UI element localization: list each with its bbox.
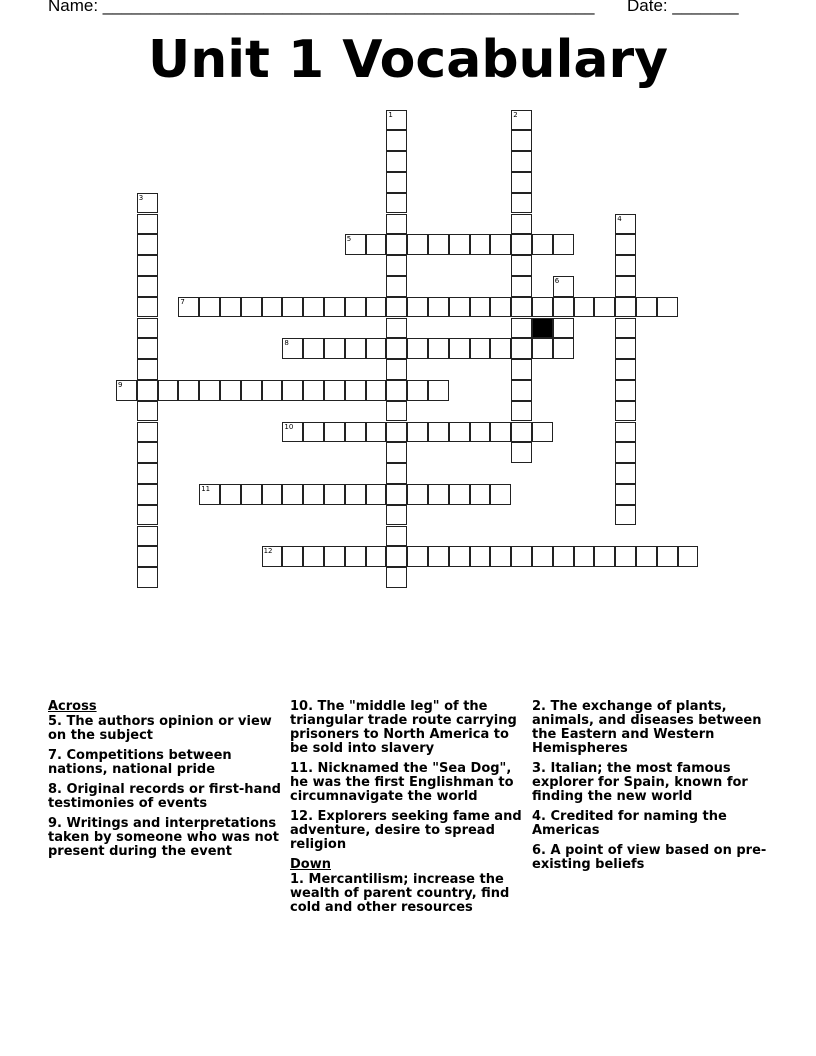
grid-cell[interactable]: [324, 546, 345, 567]
grid-cell[interactable]: [615, 442, 636, 463]
grid-cell[interactable]: [574, 297, 595, 318]
grid-cell[interactable]: [428, 484, 449, 505]
grid-cell[interactable]: [615, 255, 636, 276]
grid-cell[interactable]: [345, 546, 366, 567]
clue-across-12: 12. Explorers seeking fame and adventure, desire to spread religion: [290, 809, 522, 852]
grid-cell[interactable]: [615, 484, 636, 505]
clue-number: 6: [554, 276, 560, 285]
grid-cell[interactable]: [282, 338, 303, 359]
grid-cell[interactable]: [137, 484, 158, 505]
clue-number: 8: [284, 339, 289, 348]
grid-cell[interactable]: [220, 380, 241, 401]
grid-cell[interactable]: [137, 234, 158, 255]
grid-cell[interactable]: [386, 318, 407, 339]
grid-cell[interactable]: [386, 442, 407, 463]
clues-column-2: [290, 700, 530, 921]
grid-cell[interactable]: [511, 380, 532, 401]
grid-cell[interactable]: [553, 546, 574, 567]
grid-cell[interactable]: [678, 546, 699, 567]
grid-cell[interactable]: [137, 359, 158, 380]
grid-cell[interactable]: [137, 214, 158, 235]
grid-cell[interactable]: [386, 255, 407, 276]
clue-number: 9: [118, 380, 123, 389]
grid-cell[interactable]: [386, 546, 407, 567]
clue-number: 1: [388, 110, 393, 119]
grid-cell[interactable]: [615, 214, 636, 235]
grid-cell[interactable]: [282, 380, 303, 401]
grid-cell[interactable]: [345, 338, 366, 359]
grid-cell[interactable]: [615, 505, 636, 526]
grid-cell[interactable]: [137, 567, 158, 588]
date-field[interactable]: Date: _______: [627, 0, 739, 15]
grid-cell[interactable]: [282, 297, 303, 318]
grid-cell[interactable]: [553, 318, 574, 339]
grid-cell[interactable]: [511, 234, 532, 255]
grid-cell[interactable]: [511, 401, 532, 422]
grid-cell[interactable]: [178, 380, 199, 401]
grid-cell[interactable]: [386, 297, 407, 318]
grid-cell[interactable]: [532, 297, 553, 318]
grid-cell[interactable]: [303, 338, 324, 359]
grid-cell[interactable]: [490, 338, 511, 359]
grid-cell[interactable]: [137, 193, 158, 214]
clue-down-6: 6. A point of view based on pre-existing beliefs: [532, 843, 767, 872]
grid-cell[interactable]: [553, 234, 574, 255]
grid-cell[interactable]: [137, 422, 158, 443]
grid-cell[interactable]: [407, 297, 428, 318]
grid-cell[interactable]: [178, 297, 199, 318]
grid-cell[interactable]: [262, 484, 283, 505]
grid-cell[interactable]: [532, 422, 553, 443]
grid-cell[interactable]: [615, 422, 636, 443]
grid-cell[interactable]: [449, 338, 470, 359]
grid-cell[interactable]: [386, 193, 407, 214]
grid-cell[interactable]: [262, 297, 283, 318]
grid-cell[interactable]: [324, 484, 345, 505]
grid-cell[interactable]: [241, 297, 262, 318]
across-heading: Across: [48, 699, 97, 714]
clue-number: 11: [201, 484, 211, 493]
grid-cell[interactable]: [366, 338, 387, 359]
black-cell: [532, 318, 553, 339]
grid-cell[interactable]: [386, 380, 407, 401]
grid-cell[interactable]: [511, 318, 532, 339]
grid-cell[interactable]: [615, 276, 636, 297]
grid-cell[interactable]: [594, 546, 615, 567]
clue-down-2: 2. The exchange of plants, animals, and diseases between the Eastern and Western Hemispheres: [532, 699, 762, 756]
grid-cell[interactable]: [137, 442, 158, 463]
grid-cell[interactable]: [636, 297, 657, 318]
page-title: Unit 1 Vocabulary: [147, 30, 669, 90]
grid-cell[interactable]: [366, 380, 387, 401]
header-line: [48, 0, 739, 16]
grid-cell[interactable]: [366, 546, 387, 567]
grid-cell[interactable]: [366, 234, 387, 255]
clue-down-3: 3. Italian; the most famous explorer for Spain, known for finding the new world: [532, 761, 748, 804]
grid-cell[interactable]: [303, 546, 324, 567]
grid-cell[interactable]: [324, 422, 345, 443]
grid-cell[interactable]: [345, 380, 366, 401]
grid-cell[interactable]: [262, 380, 283, 401]
down-heading: Down: [290, 857, 331, 872]
grid-cell[interactable]: [386, 526, 407, 547]
grid-cell[interactable]: [511, 110, 532, 131]
grid-cell[interactable]: [657, 546, 678, 567]
grid-cell[interactable]: [137, 505, 158, 526]
grid-cell[interactable]: [511, 276, 532, 297]
clue-number: 2: [513, 110, 518, 119]
grid-cell[interactable]: [366, 422, 387, 443]
grid-cell[interactable]: [386, 172, 407, 193]
grid-cell[interactable]: [532, 234, 553, 255]
grid-cell[interactable]: [470, 338, 491, 359]
grid-cell[interactable]: [199, 484, 220, 505]
clue-number: 10: [284, 422, 294, 431]
grid-cell[interactable]: [137, 338, 158, 359]
grid-cell[interactable]: [324, 338, 345, 359]
grid-cell[interactable]: [553, 276, 574, 297]
grid-cell[interactable]: [386, 359, 407, 380]
grid-cell[interactable]: [366, 484, 387, 505]
grid-cell[interactable]: [345, 422, 366, 443]
clue-down-4: 4. Credited for naming the Americas: [532, 809, 727, 838]
grid-cell[interactable]: [241, 484, 262, 505]
grid-cell[interactable]: [553, 297, 574, 318]
clues-column-3: [532, 700, 772, 878]
grid-cell[interactable]: [386, 463, 407, 484]
grid-cell[interactable]: [386, 505, 407, 526]
grid-cell[interactable]: [137, 401, 158, 422]
clue-across-5: 5. The authors opinion or view on the subject: [48, 714, 272, 743]
grid-cell[interactable]: [262, 546, 283, 567]
grid-cell[interactable]: [386, 567, 407, 588]
clue-number: 5: [346, 235, 352, 244]
grid-cell[interactable]: [449, 546, 470, 567]
grid-cell[interactable]: [470, 234, 491, 255]
grid-cell[interactable]: [386, 401, 407, 422]
grid-cell[interactable]: [574, 546, 595, 567]
grid-cell[interactable]: [511, 172, 532, 193]
grid-cell[interactable]: [137, 318, 158, 339]
grid-cell[interactable]: [553, 338, 574, 359]
grid-cell[interactable]: [137, 526, 158, 547]
grid-cell[interactable]: [220, 484, 241, 505]
grid-cell[interactable]: [428, 338, 449, 359]
grid-cell[interactable]: [199, 297, 220, 318]
grid-cell[interactable]: [324, 380, 345, 401]
clue-number: 7: [180, 297, 185, 306]
grid-cell[interactable]: [116, 380, 137, 401]
clue-down-1: 1. Mercantilism; increase the wealth of parent country, find cold and other resources: [290, 872, 510, 915]
grid-cell[interactable]: [511, 255, 532, 276]
grid-cell[interactable]: [615, 234, 636, 255]
grid-cell[interactable]: [199, 380, 220, 401]
grid-cell[interactable]: [428, 422, 449, 443]
grid-cell[interactable]: [615, 359, 636, 380]
grid-cell[interactable]: [615, 401, 636, 422]
grid-cell[interactable]: [345, 484, 366, 505]
grid-cell[interactable]: [386, 276, 407, 297]
grid-cell[interactable]: [511, 193, 532, 214]
grid-cell[interactable]: [386, 214, 407, 235]
grid-cell[interactable]: [449, 297, 470, 318]
grid-cell[interactable]: [428, 546, 449, 567]
grid-cell[interactable]: [615, 338, 636, 359]
grid-cell[interactable]: [428, 234, 449, 255]
grid-cell[interactable]: [615, 546, 636, 567]
clue-number: 4: [617, 214, 622, 223]
grid-cell[interactable]: [407, 234, 428, 255]
grid-cell[interactable]: [511, 442, 532, 463]
name-field[interactable]: Name: ____________________________________________________: [48, 0, 595, 15]
grid-cell[interactable]: [282, 422, 303, 443]
grid-cell[interactable]: [490, 297, 511, 318]
grid-cell[interactable]: [428, 297, 449, 318]
grid-cell[interactable]: [615, 318, 636, 339]
grid-cell[interactable]: [303, 422, 324, 443]
grid-cell[interactable]: [428, 380, 449, 401]
grid-cell[interactable]: [490, 546, 511, 567]
clue-number: 12: [263, 547, 273, 556]
grid-cell[interactable]: [220, 297, 241, 318]
clue-across-7: 7. Competitions between nations, national pride: [48, 748, 232, 777]
grid-cell[interactable]: [407, 338, 428, 359]
grid-cell[interactable]: [386, 484, 407, 505]
grid-cell[interactable]: [470, 422, 491, 443]
grid-cell[interactable]: [137, 546, 158, 567]
grid-cell[interactable]: [511, 359, 532, 380]
grid-cell[interactable]: [282, 484, 303, 505]
grid-cell[interactable]: [345, 297, 366, 318]
grid-cell[interactable]: [511, 338, 532, 359]
grid-cell[interactable]: [657, 297, 678, 318]
grid-cell[interactable]: [532, 546, 553, 567]
grid-cell[interactable]: [490, 234, 511, 255]
grid-cell[interactable]: [470, 297, 491, 318]
grid-cell[interactable]: [511, 422, 532, 443]
grid-cell[interactable]: [137, 276, 158, 297]
grid-cell[interactable]: [532, 338, 553, 359]
grid-cell[interactable]: [241, 380, 262, 401]
clues-column-1: [48, 700, 283, 865]
grid-cell[interactable]: [407, 546, 428, 567]
grid-cell[interactable]: [449, 484, 470, 505]
grid-cell[interactable]: [470, 484, 491, 505]
grid-cell[interactable]: [490, 422, 511, 443]
grid-cell[interactable]: [407, 484, 428, 505]
grid-cell[interactable]: [345, 234, 366, 255]
grid-cell[interactable]: [158, 380, 179, 401]
grid-cell[interactable]: [449, 422, 470, 443]
grid-cell[interactable]: [407, 380, 428, 401]
grid-cell[interactable]: [386, 110, 407, 131]
grid-cell[interactable]: [511, 297, 532, 318]
grid-cell[interactable]: [303, 297, 324, 318]
grid-cell[interactable]: [386, 422, 407, 443]
grid-cell[interactable]: [386, 234, 407, 255]
grid-cell[interactable]: [511, 214, 532, 235]
grid-cell[interactable]: [636, 546, 657, 567]
grid-cell[interactable]: [470, 546, 491, 567]
grid-cell[interactable]: [386, 151, 407, 172]
clue-across-8: 8. Original records or first-hand testimonies of events: [48, 782, 281, 811]
clue-across-9: 9. Writings and interpretations taken by someone who was not present during the event: [48, 816, 279, 859]
grid-cell[interactable]: [511, 130, 532, 151]
clue-across-10: 10. The "middle leg" of the triangular trade route carrying prisoners to North America to be sold into slavery: [290, 699, 517, 756]
grid-cell[interactable]: [324, 297, 345, 318]
grid-cell[interactable]: [137, 255, 158, 276]
clue-number: 3: [138, 193, 144, 202]
grid-cell[interactable]: [407, 422, 428, 443]
grid-cell[interactable]: [303, 484, 324, 505]
grid-cell[interactable]: [386, 338, 407, 359]
grid-cell[interactable]: [615, 297, 636, 318]
grid-cell[interactable]: [137, 380, 158, 401]
grid-cell[interactable]: [615, 463, 636, 484]
grid-cell[interactable]: [366, 297, 387, 318]
grid-cell[interactable]: [511, 546, 532, 567]
grid-cell[interactable]: [490, 484, 511, 505]
grid-cell[interactable]: [137, 297, 158, 318]
grid-cell[interactable]: [303, 380, 324, 401]
clue-across-11: 11. Nicknamed the "Sea Dog", he was the first Englishman to circumnavigate the world: [290, 761, 514, 804]
grid-cell[interactable]: [137, 463, 158, 484]
grid-cell[interactable]: [386, 130, 407, 151]
grid-cell[interactable]: [449, 234, 470, 255]
grid-cell[interactable]: [615, 380, 636, 401]
grid-cell[interactable]: [282, 546, 303, 567]
grid-cell[interactable]: [594, 297, 615, 318]
grid-cell[interactable]: [511, 151, 532, 172]
